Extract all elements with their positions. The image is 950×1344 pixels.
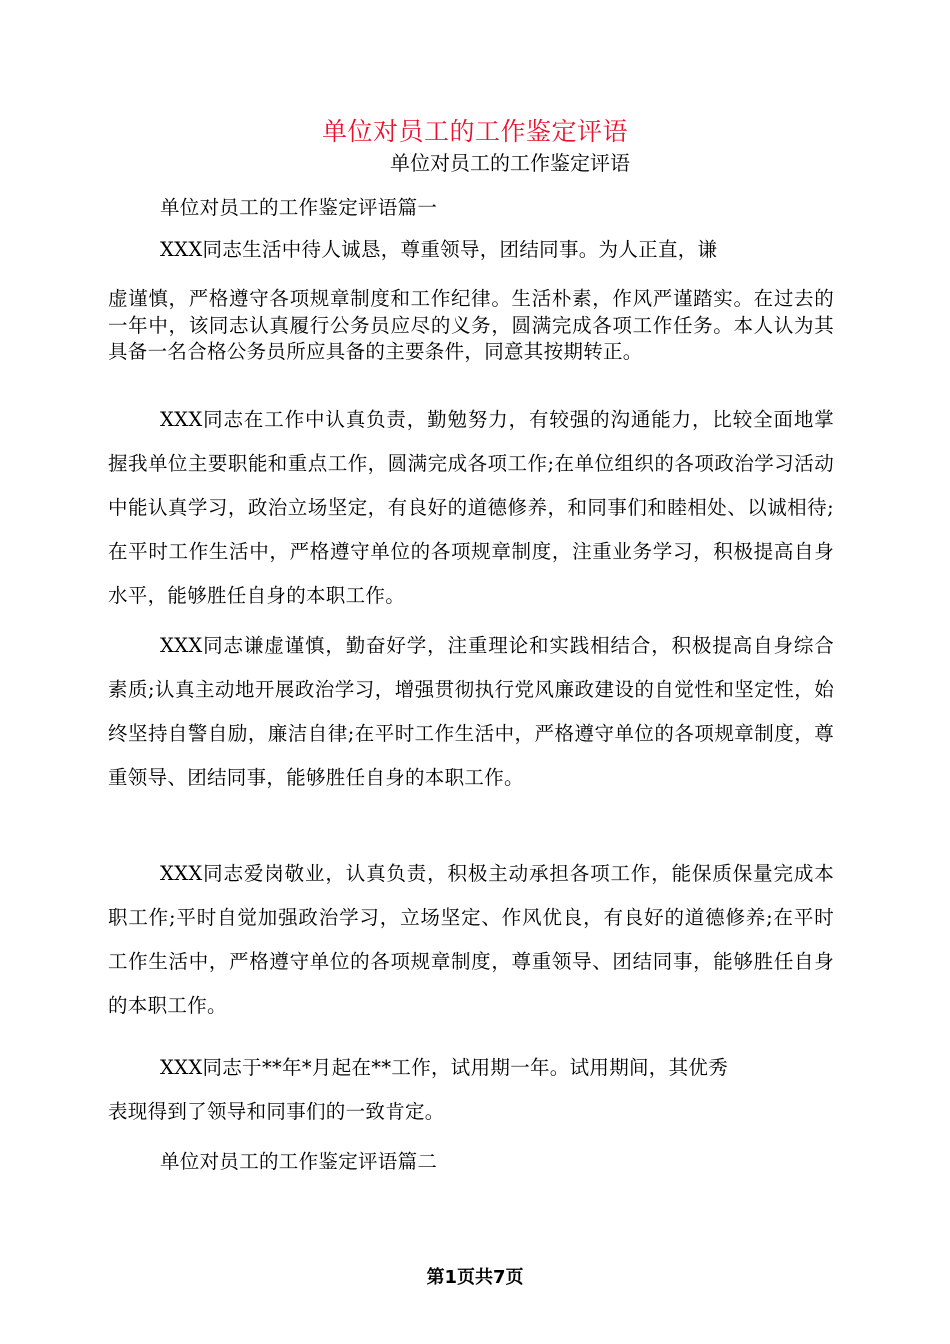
section-heading-2: 单位对员工的工作鉴定评语篇二: [160, 1150, 438, 1173]
paragraph-1-line-1: XXX同志生活中待人诚恳，尊重领导，团结同事。为人正直，谦: [160, 238, 718, 261]
document-title: 单位对员工的工作鉴定评语: [321, 117, 628, 146]
paragraph-4: XXX同志爱岗敬业，认真负责，积极主动承担各项工作，能保质保量完成本职工作;平时自觉加强政治学习，立场坚定、作风优良，有良好的道德修养;在平时工作生活中，严格遵守单位的各项规章制度，尊重领导、团结同事，能够胜任自身的本职工作。: [108, 862, 834, 1017]
paragraph-1-rest: 虚谨慎，严格遵守各项规章制度和工作纪律。生活朴素，作风严谨踏实。在过去的一年中，该同志认真履行公务员应尽的义务，圆满完成各项工作任务。本人认为其具备一名合格公务员所应具备的主要条件，同意其按期转正。: [108, 287, 834, 363]
paragraph-5-line-1: XXX同志于**年*月起在**工作，试用期一年。试用期间，其优秀: [160, 1056, 728, 1079]
page-number: 第1页共7页: [426, 1267, 524, 1288]
paragraph-3: XXX同志谦虚谨慎，勤奋好学，注重理论和实践相结合，积极提高自身综合素质;认真主动地开展政治学习，增强贯彻执行党风廉政建设的自觉性和坚定性，始终坚持自警自励，廉洁自律;在平时工作生活中，严格遵守单位的各项规章制度，尊重领导、团结同事，能够胜任自身的本职工作。: [108, 634, 834, 789]
paragraph-2: XXX同志在工作中认真负责，勤勉努力，有较强的沟通能力，比较全面地掌握我单位主要职能和重点工作，圆满完成各项工作;在单位组织的各项政治学习活动中能认真学习，政治立场坚定，有良好的道德修养，和同事们和睦相处、以诚相待;在平时工作生活中，严格遵守单位的各项规章制度，注重业务学习，积极提高自身水平，能够胜任自身的本职工作。: [108, 408, 834, 607]
paragraph-5-line-2: 表现得到了领导和同事们的一致肯定。: [108, 1100, 445, 1123]
section-heading-1: 单位对员工的工作鉴定评语篇一: [160, 196, 438, 219]
document-subtitle: 单位对员工的工作鉴定评语: [390, 151, 630, 175]
